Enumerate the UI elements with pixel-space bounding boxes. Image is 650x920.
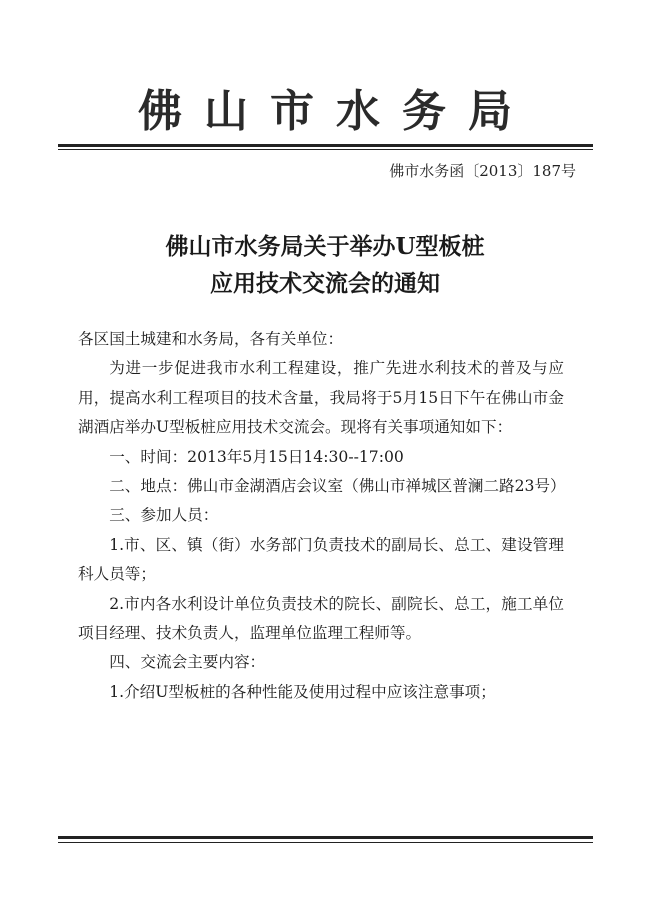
paragraph-participants-heading: 三、参加人员： (109, 506, 219, 525)
document-body (78, 325, 564, 707)
paragraph-location: 二、地点：佛山市金湖酒店会议室（佛山市禅城区普澜二路23号） (109, 477, 566, 496)
paragraph-content-heading: 四、交流会主要内容： (109, 653, 266, 672)
paragraph-content-1: 1.介绍U型板桩的各种性能及使用过程中应该注意事项； (109, 682, 496, 701)
header-divider-thick (58, 144, 593, 147)
document-title-line-2: 应用技术交流会的通知 (210, 270, 440, 297)
header-divider-thin (58, 149, 593, 150)
paragraph-participants-2: 2.市内各水利设计单位负责技术的院长、副院长、总工，施工单位项目经理、技术负责人，监理单位监理工程师等。 (78, 594, 564, 643)
footer-divider-thin (58, 842, 593, 843)
document-title-line-1: 佛山市水务局关于举办U型板桩 (165, 233, 485, 260)
document-number: 佛市水务函〔2013〕187号 (389, 162, 576, 180)
document-title (0, 228, 650, 302)
salutation: 各区国土城建和水务局，各有关单位： (78, 330, 344, 348)
paragraph-participants-1: 1.市、区、镇（街）水务部门负责技术的副局长、总工、建设管理科人员等； (78, 535, 564, 584)
issuing-authority-title: 佛山市水务局 (138, 86, 534, 137)
paragraph-time: 一、时间：2013年5月15日14:30--17:00 (109, 447, 404, 466)
footer-divider-thick (58, 836, 593, 839)
paragraph-intro: 为进一步促进我市水利工程建设，推广先进水利技术的普及与应用，提高水利工程项目的技术含量，我局将于5月15日下午在佛山市金湖酒店举办U型板桩应用技术交流会。现将有关事项通知如下： (78, 359, 564, 437)
